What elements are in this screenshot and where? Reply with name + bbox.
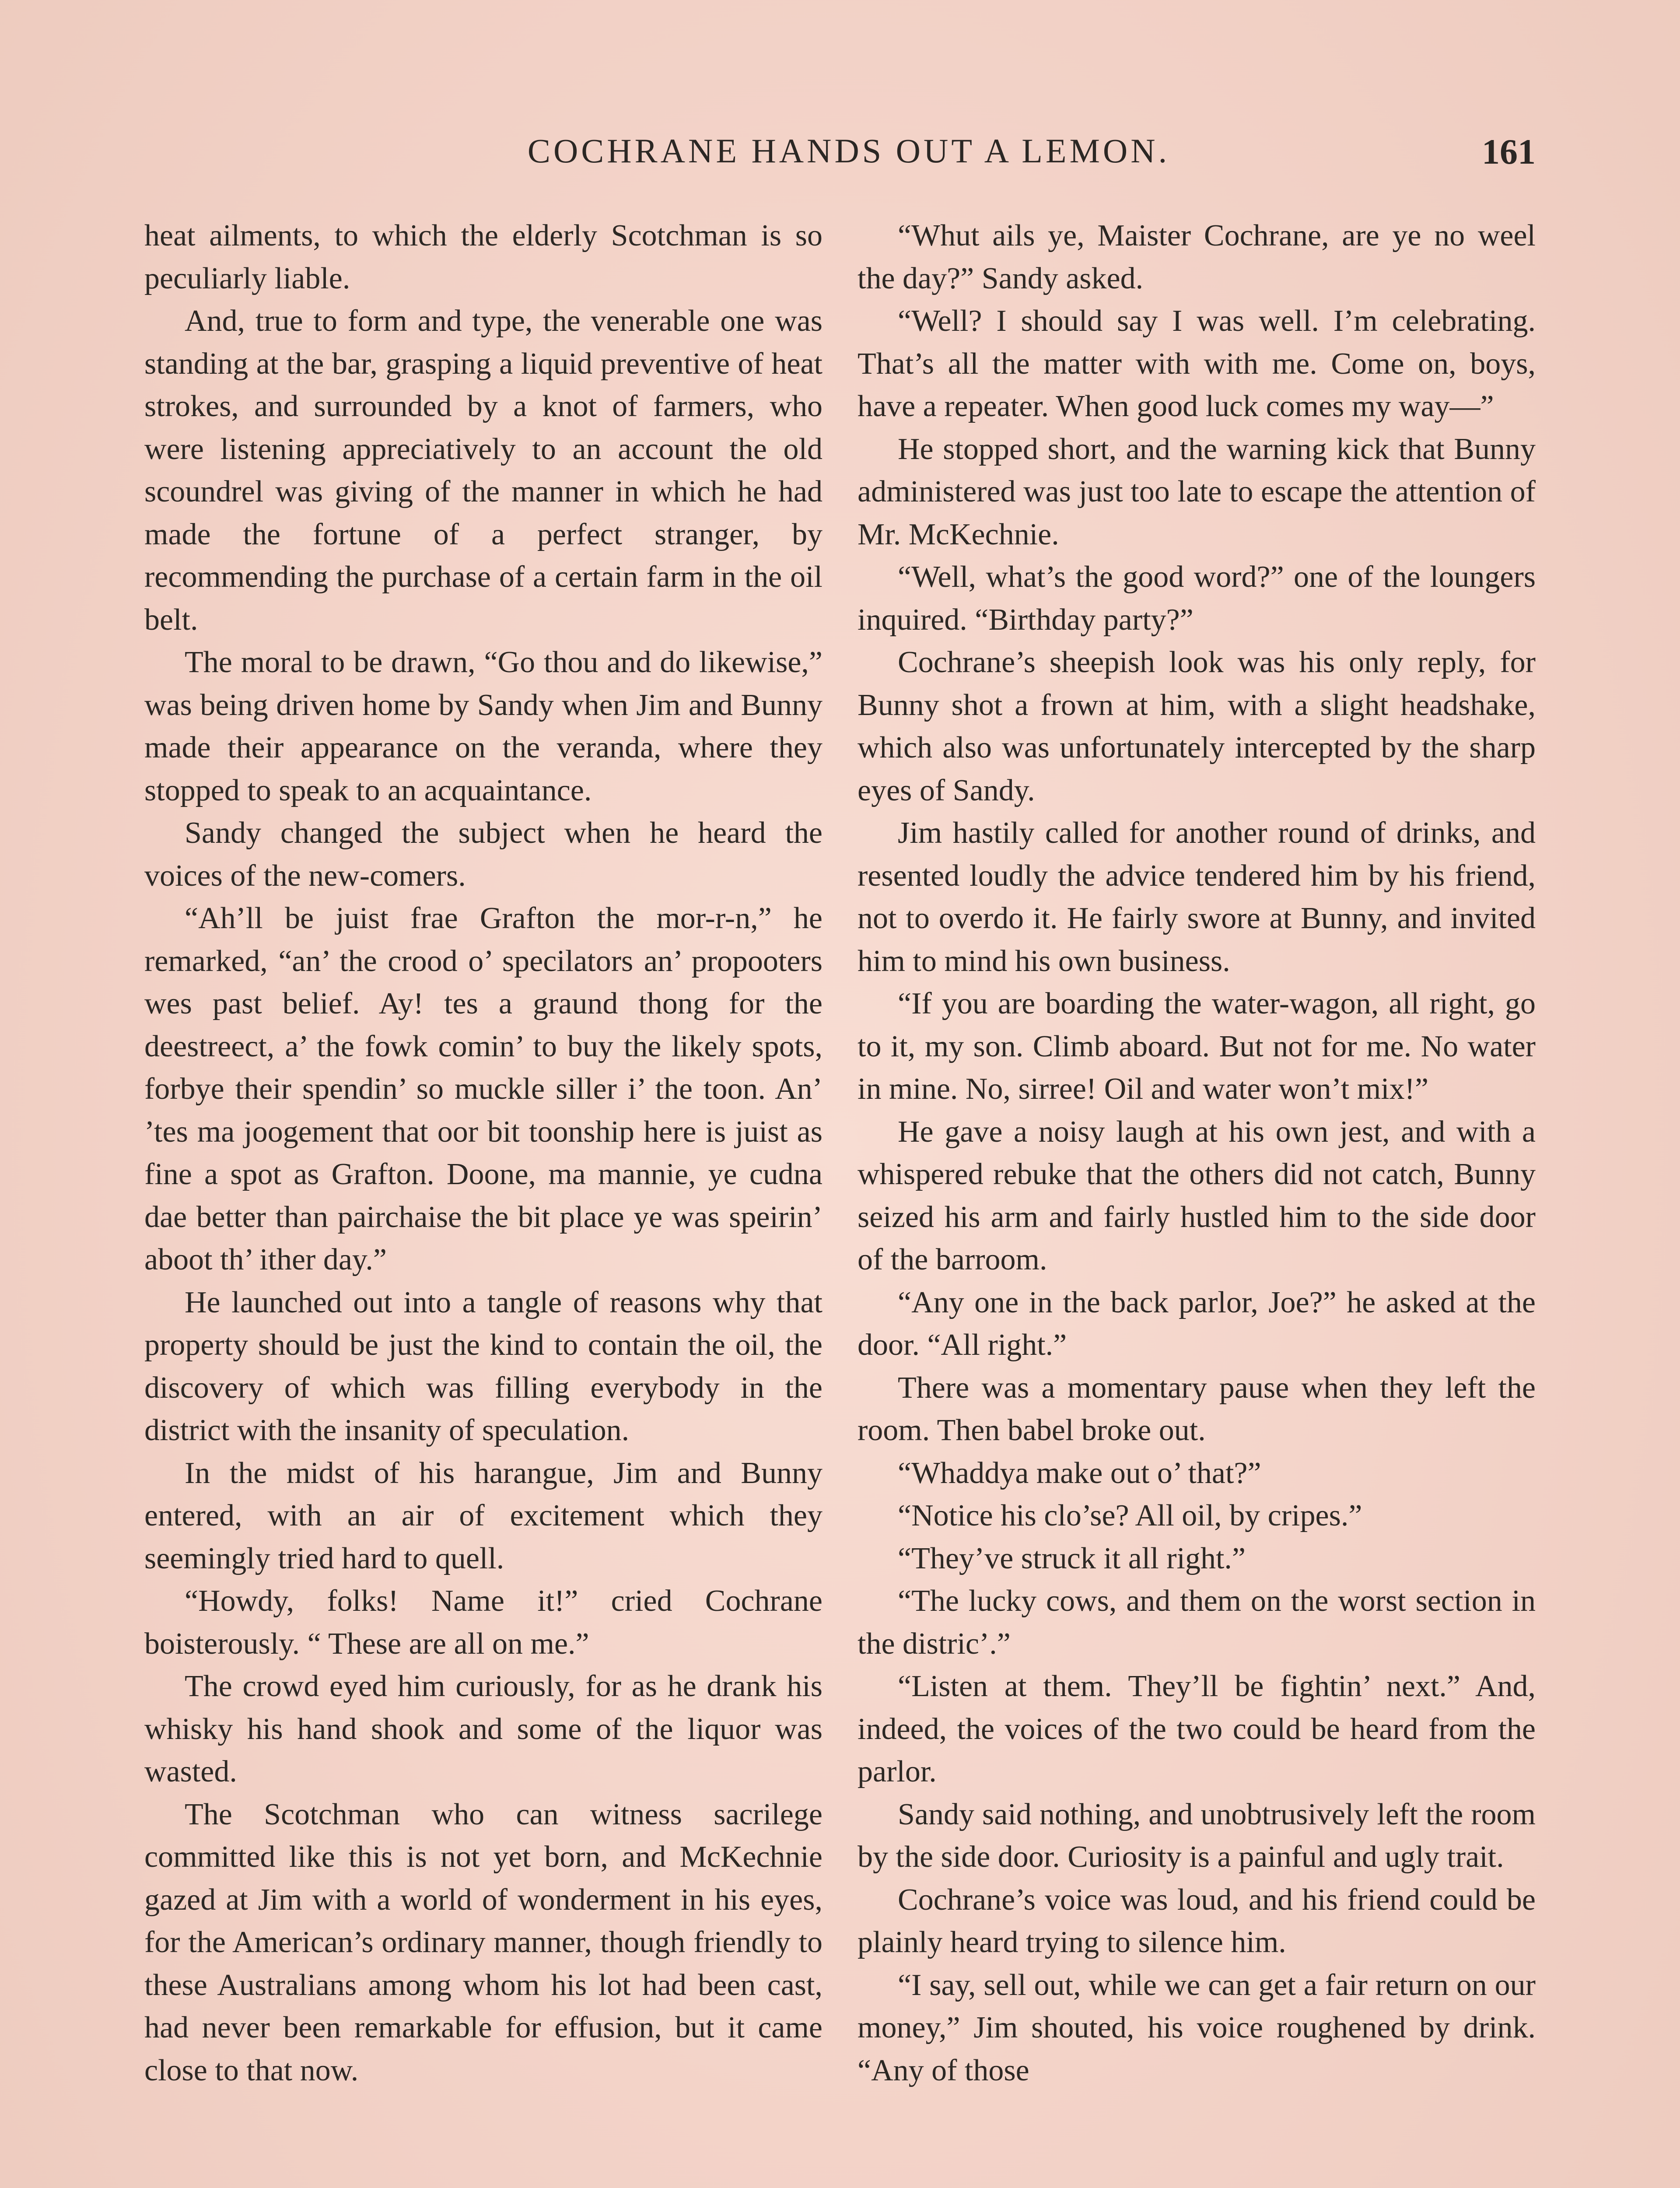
paragraph: “Notice his clo’se? All oil, by cripes.” — [898, 1499, 1362, 1532]
paragraph: The crowd eyed him curiously, for as he drank his whisky his hand shook and some of the liquor was wasted. — [144, 1669, 822, 1788]
paragraph: And, true to form and type, the venerable one was standing at the bar, grasping a liquid preventive of heat strokes, and surrounded by a knot of farmers, who were listening appreciatively to an account the old scoundrel was giving of the manner in which he had made the fortune of a perfect stranger, by recommending the purchase of a certain farm in the oil belt. — [144, 304, 822, 637]
paragraph: Cochrane’s voice was loud, and his friend could be plainly heard trying to silence him. — [858, 1883, 1536, 1959]
paragraph: “They’ve struck it all right.” — [898, 1541, 1246, 1575]
paragraph: The Scotchman who can witness sacrilege committed like this is not yet born, and McKechnie gazed at Jim with a world of wonderment in his eyes, for the American’s ordinary manner, though friendly to these Australians among whom his lot had been cast, had never been remarkable for effusion, but it came close to that now. — [144, 1797, 822, 2087]
paragraph: “If you are boarding the water-wagon, all right, go to it, my son. Climb aboard. But not for me. No water in mine. No, sirree! Oil and water won’t mix!” — [858, 987, 1536, 1106]
paragraph: The moral to be drawn, “Go thou and do likewise,” was being driven home by Sandy when Jim and Bunny made their appearance on the veranda, where they stopped to speak to an acquaintance. — [144, 645, 822, 807]
paragraph: “Listen at them. They’ll be fightin’ next.” And, indeed, the voices of the two could be heard from the parlor. — [858, 1669, 1536, 1788]
paragraph: “I say, sell out, while we can get a fair return on our money,” Jim shouted, his voice roughened by drink. “Any of those — [858, 1968, 1536, 2087]
paragraph: “The lucky cows, and them on the worst section in the distric’.” — [858, 1584, 1536, 1661]
paragraph: “Whut ails ye, Maister Cochrane, are ye no weel the day?” Sandy asked. — [858, 219, 1536, 295]
paragraph: “Well, what’s the good word?” one of the loungers inquired. “Birthday party?” — [858, 560, 1536, 637]
paragraph: There was a momentary pause when they left the room. Then babel broke out. — [858, 1371, 1536, 1447]
paragraph: “Whaddya make out o’ that?” — [898, 1456, 1261, 1490]
paragraph: “Howdy, folks! Name it!” cried Cochrane boisterously. “ These are all on me.” — [144, 1584, 822, 1661]
paragraph: “Any one in the back parlor, Joe?” he asked at the door. “All right.” — [858, 1285, 1536, 1362]
paragraph: Jim hastily called for another round of drinks, and resented loudly the advice tendered him by his friend, not to overdo it. He fairly swore at Bunny, and invited him to mind his own business. — [858, 816, 1536, 978]
page-number: 161 — [1482, 132, 1536, 172]
paragraph: He stopped short, and the warning kick that Bunny administered was just too late to escape the attention of Mr. McKechnie. — [858, 432, 1536, 551]
paragraph: Cochrane’s sheepish look was his only reply, for Bunny shot a frown at him, with a slight headshake, which also was unfortunately intercepted by the sharp eyes of Sandy. — [858, 645, 1536, 807]
paragraph: “Well? I should say I was well. I’m celebrating. That’s all the matter with with me. Come on, boys, have a repeater. When good luck comes my way—” — [858, 304, 1536, 423]
paragraph: He launched out into a tangle of reasons why that property should be just the kind to contain the oil, the discovery of which was filling everybody in the district with the insanity of speculation. — [144, 1285, 822, 1447]
paragraph: “Ah’ll be juist frae Grafton the mor-r-n,” he remarked, “an’ the crood o’ specilators an’ propooters wes past belief. Ay! tes a graund thong for the deestreect, a’ the fowk comin’ to buy the likely spots, forbye their spendin’ so muckle siller i’ the toon. An’ ’tes ma joogement that oor bit toonship here is juist as fine a spot as Grafton. Doone, ma mannie, ye cudna dae better than pairchaise the bit place ye was speirin’ aboot th’ ither day.” — [144, 901, 822, 1276]
paragraph: heat ailments, to which the elderly Scotchman is so peculiarly liable. — [144, 219, 822, 295]
running-title: COCHRANE HANDS OUT A LEMON. — [527, 132, 1170, 170]
paragraph: He gave a noisy laugh at his own jest, and with a whispered rebuke that the others did not catch, Bunny seized his arm and fairly hustled him to the side door of the barroom. — [858, 1115, 1536, 1276]
right-column — [858, 214, 1536, 2092]
left-column — [144, 214, 822, 2092]
paragraph: In the midst of his harangue, Jim and Bunny entered, with an air of excitement which they seemingly tried hard to quell. — [144, 1456, 822, 1575]
paragraph: Sandy said nothing, and unobtrusively left the room by the side door. Curiosity is a painful and ugly trait. — [858, 1797, 1536, 1874]
paragraph: Sandy changed the subject when he heard the voices of the new-comers. — [144, 816, 822, 893]
